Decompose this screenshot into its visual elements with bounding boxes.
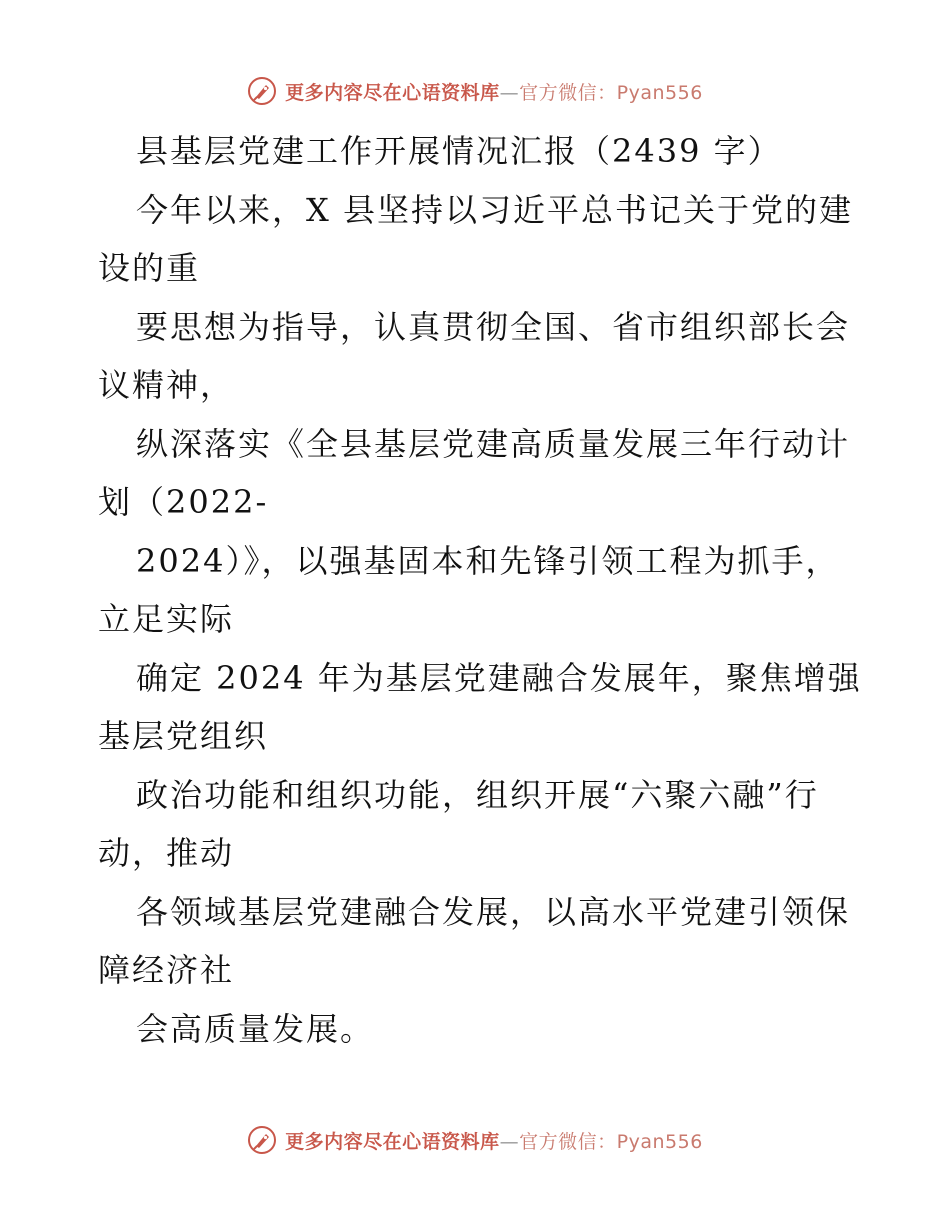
text-line: 划（2022- bbox=[98, 483, 269, 521]
watermark-tail: 官方微信：Pyan556 bbox=[519, 1130, 703, 1153]
watermark-text bbox=[285, 78, 703, 105]
text-line: 设的重 bbox=[98, 249, 201, 287]
watermark-dash: — bbox=[499, 1130, 520, 1153]
watermark-text bbox=[285, 1127, 703, 1154]
watermark-lead: 更多内容尽在心语资料库 bbox=[285, 81, 500, 104]
text-line: 确定 2024 年为基层党建融合发展年，聚焦增强 bbox=[136, 658, 862, 697]
text-line: 障经济社 bbox=[98, 951, 235, 989]
text-line: 政治功能和组织功能，组织开展“六聚六融”行 bbox=[136, 775, 819, 814]
document-body bbox=[98, 122, 862, 1058]
text-line: 各领域基层党建融合发展，以高水平党建引领保 bbox=[136, 892, 851, 931]
watermark-lead: 更多内容尽在心语资料库 bbox=[285, 1130, 500, 1153]
watermark-tail: 官方微信：Pyan556 bbox=[519, 81, 703, 104]
text-line: 会高质量发展。 bbox=[136, 1009, 375, 1048]
text-line: 立足实际 bbox=[98, 600, 235, 638]
header-watermark bbox=[0, 71, 950, 111]
text-line: 动，推动 bbox=[98, 834, 235, 872]
pen-nib-logo-icon bbox=[247, 76, 277, 106]
pen-nib-logo-icon bbox=[247, 1125, 277, 1155]
footer-watermark bbox=[0, 1120, 950, 1160]
text-line: 基层党组织 bbox=[98, 717, 269, 755]
text-line: 纵深落实《全县基层党建高质量发展三年行动计 bbox=[136, 424, 851, 463]
text-line: 议精神， bbox=[98, 366, 235, 404]
text-line: 今年以来，X 县坚持以习近平总书记关于党的建 bbox=[136, 190, 853, 229]
text-line: 要思想为指导，认真贯彻全国、省市组织部长会 bbox=[136, 307, 851, 346]
watermark-dash: — bbox=[499, 81, 520, 104]
text-line: 2024）》，以强基固本和先锋引领工程为抓手， bbox=[136, 541, 840, 580]
document-title: 县基层党建工作开展情况汇报（2439 字） bbox=[136, 132, 782, 170]
